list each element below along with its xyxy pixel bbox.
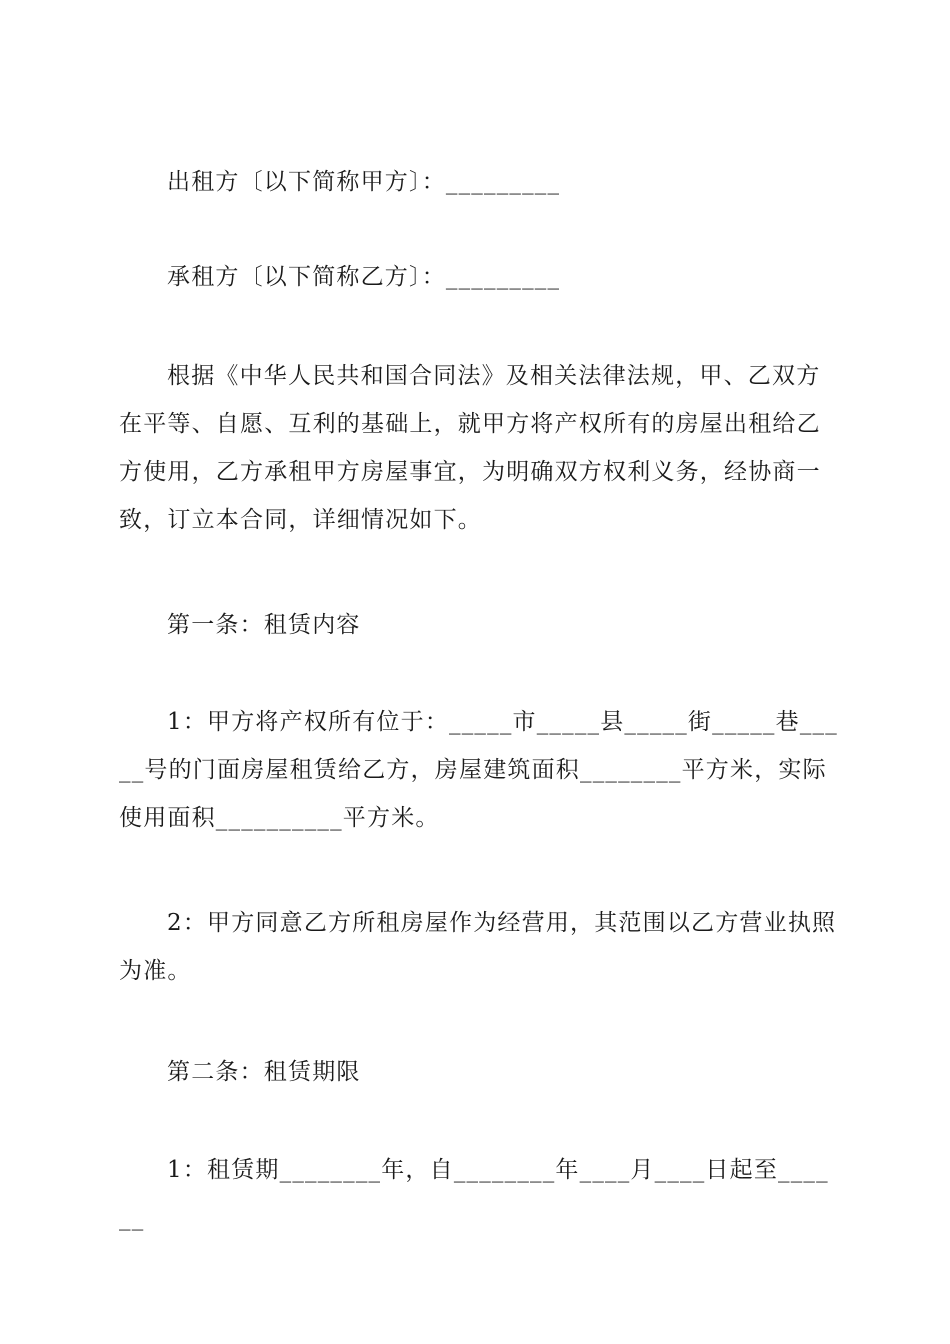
lessor-line: 出租方〔以下简称甲方〕：_________ bbox=[167, 169, 561, 195]
article-2-heading: 第二条：租赁期限 bbox=[167, 1059, 361, 1085]
preamble-paragraph: 根据《中华人民共和国合同法》及相关法律法规，甲、乙双方在平等、自愿、互利的基础上，就甲方将产权所有的房屋出租给乙方使用，乙方承租甲方房屋事宜，为明确双方权利义务，经协商一致，订立本合同，详细情况如下。 bbox=[119, 363, 821, 533]
article-1-heading: 第一条：租赁内容 bbox=[167, 612, 361, 638]
article-1-clause-1: 1：甲方将产权所有位于：_____市_____县_____街_____巷_____号的门面房屋租赁给乙方，房屋建筑面积________平方米，实际使用面积__________平方米。 bbox=[119, 709, 838, 831]
lessee-line: 承租方〔以下简称乙方〕：_________ bbox=[167, 264, 561, 290]
article-1-clause-2: 2：甲方同意乙方所租房屋作为经营用，其范围以乙方营业执照为准。 bbox=[119, 910, 837, 984]
article-2-clause-1: 1：租赁期________年，自________年____月____日起至______ bbox=[119, 1157, 829, 1231]
